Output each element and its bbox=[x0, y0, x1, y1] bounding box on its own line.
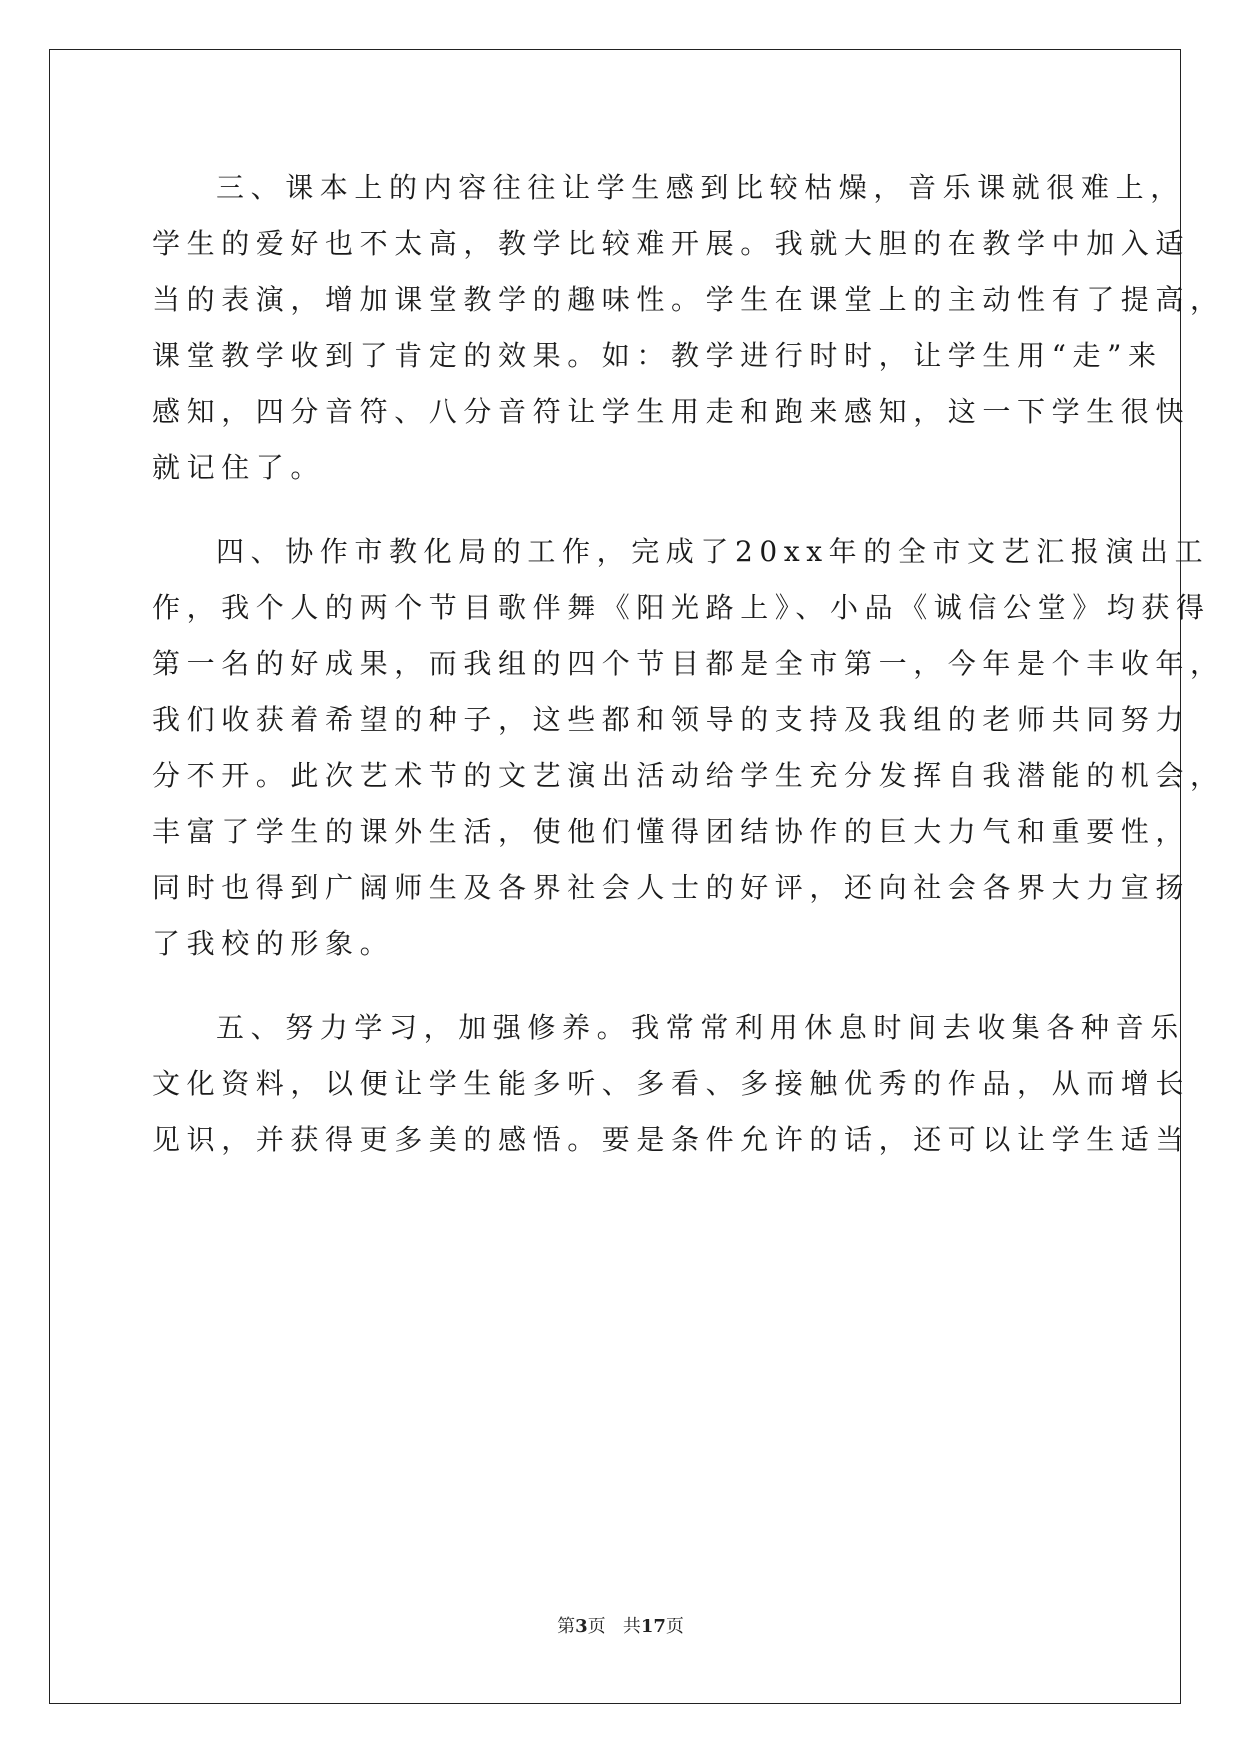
page-label-suffix: 页 bbox=[587, 1616, 606, 1637]
page-number: 3 bbox=[575, 1616, 588, 1637]
text-line: 当的表演，增加课堂教学的趣味性。学生在课堂上的主动性有了提高， bbox=[152, 283, 1225, 316]
paragraph-3 bbox=[152, 160, 1225, 496]
text-line: 同时也得到广阔师生及各界社会人士的好评，还向社会各界大力宣扬 bbox=[152, 871, 1191, 904]
text-line: 我们收获着希望的种子，这些都和领导的支持及我组的老师共同努力 bbox=[152, 703, 1191, 736]
total-pages: 17 bbox=[640, 1616, 666, 1637]
page-footer bbox=[0, 1612, 1241, 1638]
page-label-prefix: 第 bbox=[557, 1616, 576, 1637]
text-line: 五、努力学习，加强修养。我常常利用休息时间去收集各种音乐 bbox=[216, 1011, 1185, 1044]
paragraph-5 bbox=[152, 1000, 1191, 1168]
text-line: 作，我个人的两个节目歌伴舞《阳光路上》、小品《诚信公堂》均获得 bbox=[152, 591, 1211, 624]
text-line: 第一名的好成果，而我组的四个节目都是全市第一，今年是个丰收年， bbox=[152, 647, 1225, 680]
text-line: 了我校的形象。 bbox=[152, 927, 395, 960]
text-line: 文化资料，以便让学生能多听、多看、多接触优秀的作品，从而增长 bbox=[152, 1067, 1191, 1100]
document-body bbox=[152, 160, 1225, 1196]
total-label-prefix: 共 bbox=[622, 1616, 641, 1637]
text-line: 三、课本上的内容往往让学生感到比较枯燥，音乐课就很难上， bbox=[216, 171, 1185, 204]
total-label-suffix: 页 bbox=[665, 1616, 684, 1637]
text-line: 学生的爱好也不太高，教学比较难开展。我就大胆的在教学中加入适 bbox=[152, 227, 1191, 260]
text-line: 就记住了。 bbox=[152, 451, 326, 484]
text-line: 四、协作市教化局的工作，完成了20xx年的全市文艺汇报演出工 bbox=[216, 535, 1210, 568]
text-line: 丰富了学生的课外生活，使他们懂得团结协作的巨大力气和重要性， bbox=[152, 815, 1191, 848]
text-line: 见识，并获得更多美的感悟。要是条件允许的话，还可以让学生适当 bbox=[152, 1123, 1191, 1156]
text-line: 分不开。此次艺术节的文艺演出活动给学生充分发挥自我潜能的机会， bbox=[152, 759, 1225, 792]
paragraph-4 bbox=[152, 524, 1225, 972]
text-line: 课堂教学收到了肯定的效果。如：教学进行时时，让学生用“走”来 bbox=[152, 339, 1163, 372]
text-line: 感知，四分音符、八分音符让学生用走和跑来感知，这一下学生很快 bbox=[152, 395, 1191, 428]
